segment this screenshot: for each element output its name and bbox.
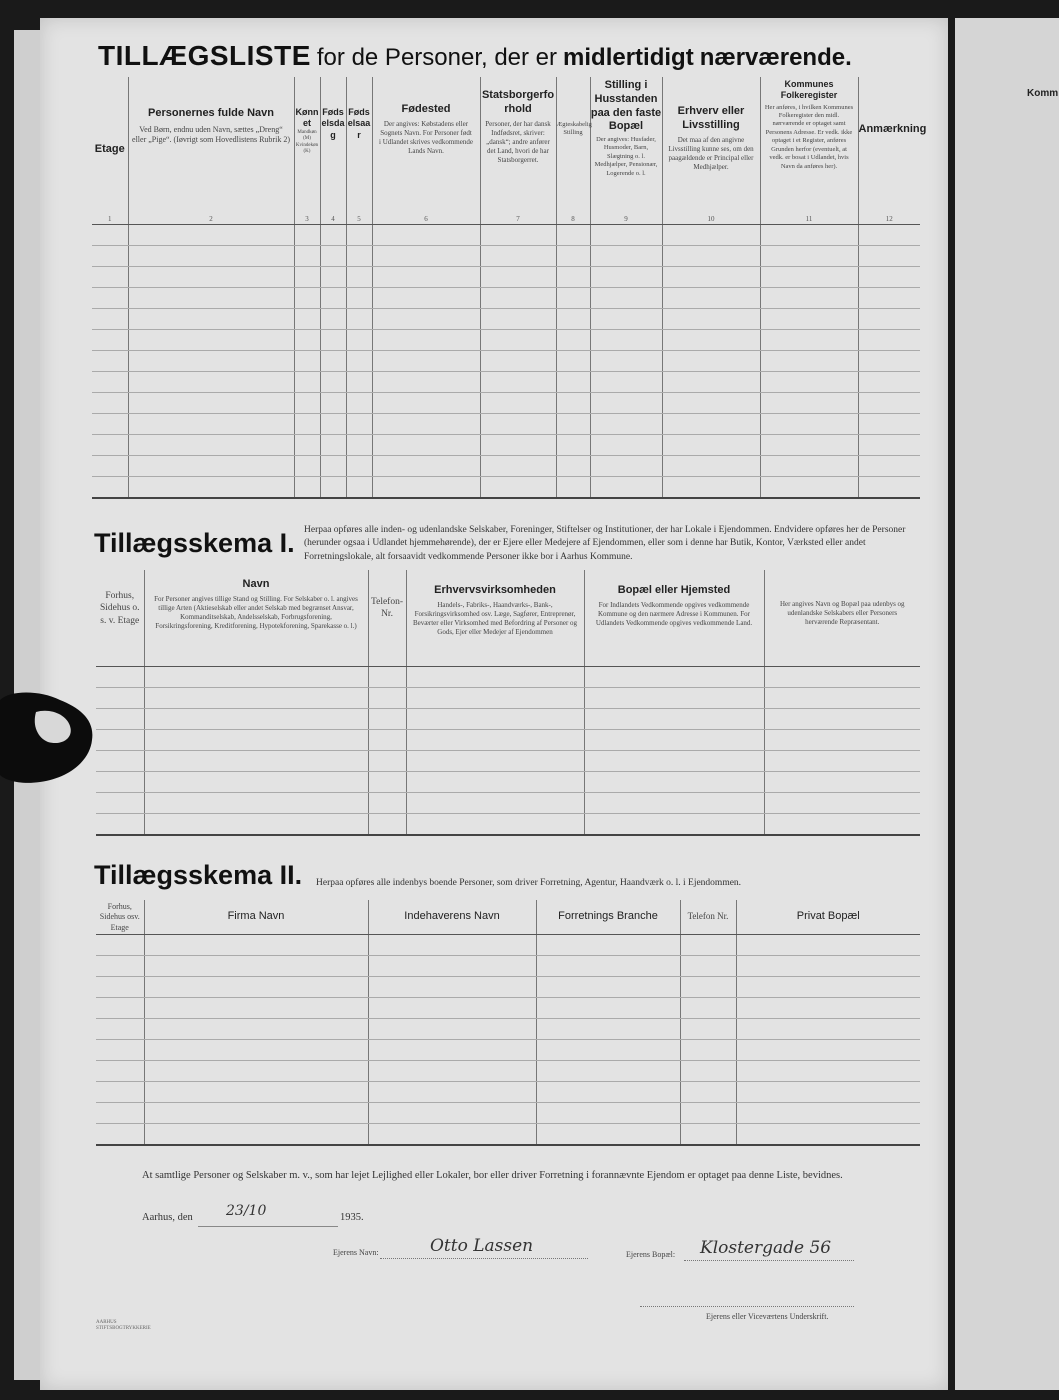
header-cell: Ægteskabelig Stilling 8 xyxy=(556,77,590,224)
column-number: 12 xyxy=(885,214,893,223)
column-number: 6 xyxy=(424,214,428,223)
signature-label: Ejerens eller Viceværtens Underskrift. xyxy=(706,1312,829,1321)
header-cell: Indehaverens Navn xyxy=(368,900,536,934)
header-cell: Fødested Der angives: Købstadens eller Sognets Navn. For Personer født i Udlandet skrives vedkommende Lands Navn. 6 xyxy=(372,77,480,224)
main-table xyxy=(92,77,927,499)
column-number: 1 xyxy=(108,214,112,223)
header-cell: Firma Navn xyxy=(144,900,368,934)
table-row xyxy=(96,687,920,708)
table-row xyxy=(92,224,920,245)
schema1-header xyxy=(96,570,920,666)
table-row xyxy=(96,1039,920,1060)
facing-page-header: Komm xyxy=(1027,88,1059,99)
header-cell: Personernes fulde Navn Ved Børn, endnu uden Navn, sættes „Dreng“ eller „Pige“. (Iøvrigt som Hovedlistens Rubrik 2) 2 xyxy=(128,77,294,224)
column-number: 5 xyxy=(357,214,361,223)
header-cell: Anmærkning 12 xyxy=(858,77,920,224)
table-row xyxy=(96,708,920,729)
table-row xyxy=(92,476,920,498)
owner-address-label: Ejerens Bopæl: xyxy=(626,1250,676,1259)
signature-line xyxy=(640,1306,854,1307)
table-row xyxy=(96,729,920,750)
schema1-table xyxy=(96,570,920,836)
table-row xyxy=(96,934,920,955)
year: 1935. xyxy=(340,1212,364,1223)
table-row xyxy=(96,792,920,813)
table-row xyxy=(92,329,920,350)
header-cell: Telefon Nr. xyxy=(680,900,736,934)
column-number: 8 xyxy=(571,214,575,223)
header-cell: Forhus, Sidehus osv. Etage xyxy=(96,900,144,934)
header-cell: Navn For Personer angives tillige Stand og Stilling. For Selskaber o. l. angives tillige Arten (Aktieselskab eller andet Selskab med begrænset Ansvar, Kommanditselskab, Andelsselskab, Forbrugsforening, Forsikringsforening, Kreditforening, Hypotekforening, Sparekasse o. l.) xyxy=(144,570,368,666)
main-table-header xyxy=(92,77,920,224)
table-row xyxy=(96,666,920,687)
table-row xyxy=(96,1102,920,1123)
column-number: 2 xyxy=(209,214,213,223)
attestation-text: At samtlige Personer og Selskaber m. v., som har lejet Lejlighed eller Lokaler, bor eller driver Forretning i forannævnte Ejendom er optaget paa denne Liste, bevidnes. xyxy=(142,1170,843,1181)
thumb-silhouette xyxy=(0,690,95,790)
column-number: 11 xyxy=(805,214,813,223)
header-cell: Kønnet Mandkøn (M) Kvindekøn (K) 3 xyxy=(294,77,320,224)
header-cell: Forretnings Branche xyxy=(536,900,680,934)
table-row xyxy=(96,813,920,835)
owner-address-line xyxy=(684,1260,854,1261)
table-row xyxy=(96,750,920,771)
date-line: Aarhus, den xyxy=(142,1212,193,1223)
column-number: 7 xyxy=(516,214,520,223)
header-cell: Her angives Navn og Bopæl paa udenbys og udenlandske Selskabers eller Personers herværende Repræsentant. xyxy=(764,570,920,666)
table-row xyxy=(96,1060,920,1081)
date-underline xyxy=(198,1226,338,1227)
table-row xyxy=(92,371,920,392)
table-row xyxy=(92,392,920,413)
schema1-description: Herpaa opføres alle inden- og udenlandske Selskaber, Foreninger, Stiftelser og Institutioner, der har Lokale i Ejendommen. Endvidere opføres her de Personer (herunder ogsaa i Udlandet hjemmehørende), der er Ejere eller Medejere af Ejendommen, eller som i denne har Butik, Kontor, Værksted eller andet Forretningslokale, alt forsaavidt vedkommende Personer ikke bor i Aarhus Kommune. xyxy=(304,525,906,562)
header-cell: Kommunes Folkeregister Her anføres, i hvilken Kommunes Folkeregister den midl. nærværende er optaget samt Personens Adresse. Er vedk. ikke optaget i et Register, anføres Grunden herfor (eventuelt, at vedk. er bosat i Udlandet, hvis Navn da anføres her). 11 xyxy=(760,77,858,224)
table-row xyxy=(92,434,920,455)
date-value: 23/10 xyxy=(226,1203,267,1219)
table-row xyxy=(96,1123,920,1145)
printer-mark: AARHUS STIFTSBOGTRYKKERIE xyxy=(96,1320,151,1331)
owner-name-line xyxy=(380,1258,588,1259)
schema2-description: Herpaa opføres alle indenbys boende Personer, som driver Forretning, Agentur, Haandværk o. l. i Ejendommen. xyxy=(316,878,742,888)
table-row xyxy=(92,308,920,329)
table-row xyxy=(92,245,920,266)
owner-name-signature: Otto Lassen xyxy=(430,1236,534,1256)
header-cell: Statsborgerforhold Personer, der har dansk Indfødsret, skriver: „dansk“; andre anfører det Land, hvori de har Statsborgerret. 7 xyxy=(480,77,556,224)
table-row xyxy=(96,1081,920,1102)
header-cell: Stilling i Husstanden paa den faste Bopæl Der angives: Husfader, Husmoder, Barn, Slægtning o. l. Medhjælper, Pensionær, Logerende o. l. 9 xyxy=(590,79,662,223)
column-number: 9 xyxy=(624,214,628,223)
table-row xyxy=(96,955,920,976)
schema2-title: Tillægsskema II. xyxy=(94,860,303,890)
facing-page xyxy=(955,18,1059,1390)
schema2-header xyxy=(96,900,920,934)
column-number: 3 xyxy=(305,214,309,223)
header-cell: Privat Bopæl xyxy=(736,900,920,934)
table-row xyxy=(92,266,920,287)
table-row xyxy=(96,771,920,792)
header-cell: Erhverv eller Livsstilling Det maa af den angivne Livsstilling kunne ses, om den paagældende er Principal eller Medhjælper. 10 xyxy=(662,77,760,224)
table-row xyxy=(92,287,920,308)
header-cell: Fødselsdag 4 xyxy=(320,77,346,224)
header-cell: Telefon-Nr. xyxy=(368,570,406,666)
schema2-table xyxy=(96,900,920,1146)
owner-address-signature: Klostergade 56 xyxy=(700,1238,832,1258)
table-row xyxy=(96,1018,920,1039)
header-cell: Bopæl eller Hjemsted For Indlandets Vedkommende opgives vedkommende Kommune og den nærmere Adresse i Kommunen. For Udlandets Vedkommende opgives vedkommende Land. xyxy=(584,570,764,666)
column-number: 4 xyxy=(331,214,335,223)
header-cell: Forhus, Sidehus o. s. v. Etage xyxy=(96,570,144,666)
header-cell: Fødselsaar 5 xyxy=(346,77,372,224)
table-row xyxy=(96,997,920,1018)
table-row xyxy=(92,455,920,476)
table-row xyxy=(96,976,920,997)
column-number: 10 xyxy=(707,214,715,223)
owner-name-label: Ejerens Navn: xyxy=(333,1248,379,1257)
page-title: TILLÆGSLISTE for de Personer, der er midlertidigt nærværende. xyxy=(98,40,852,71)
table-row xyxy=(92,413,920,434)
schema1-title: Tillægsskema I. xyxy=(94,528,295,558)
header-cell: Etage 1 xyxy=(92,77,128,224)
header-cell: Erhvervsvirksomheden Handels-, Fabriks-, Haandværks-, Bank-, Forsikringsvirksomhed osv. Læge, Sagfører, Entreprenør, Beværter eller Virksomhed med Befordring af Personer og Gods, Ejer eller Medejer af Ejendommen xyxy=(406,570,584,666)
table-row xyxy=(92,350,920,371)
